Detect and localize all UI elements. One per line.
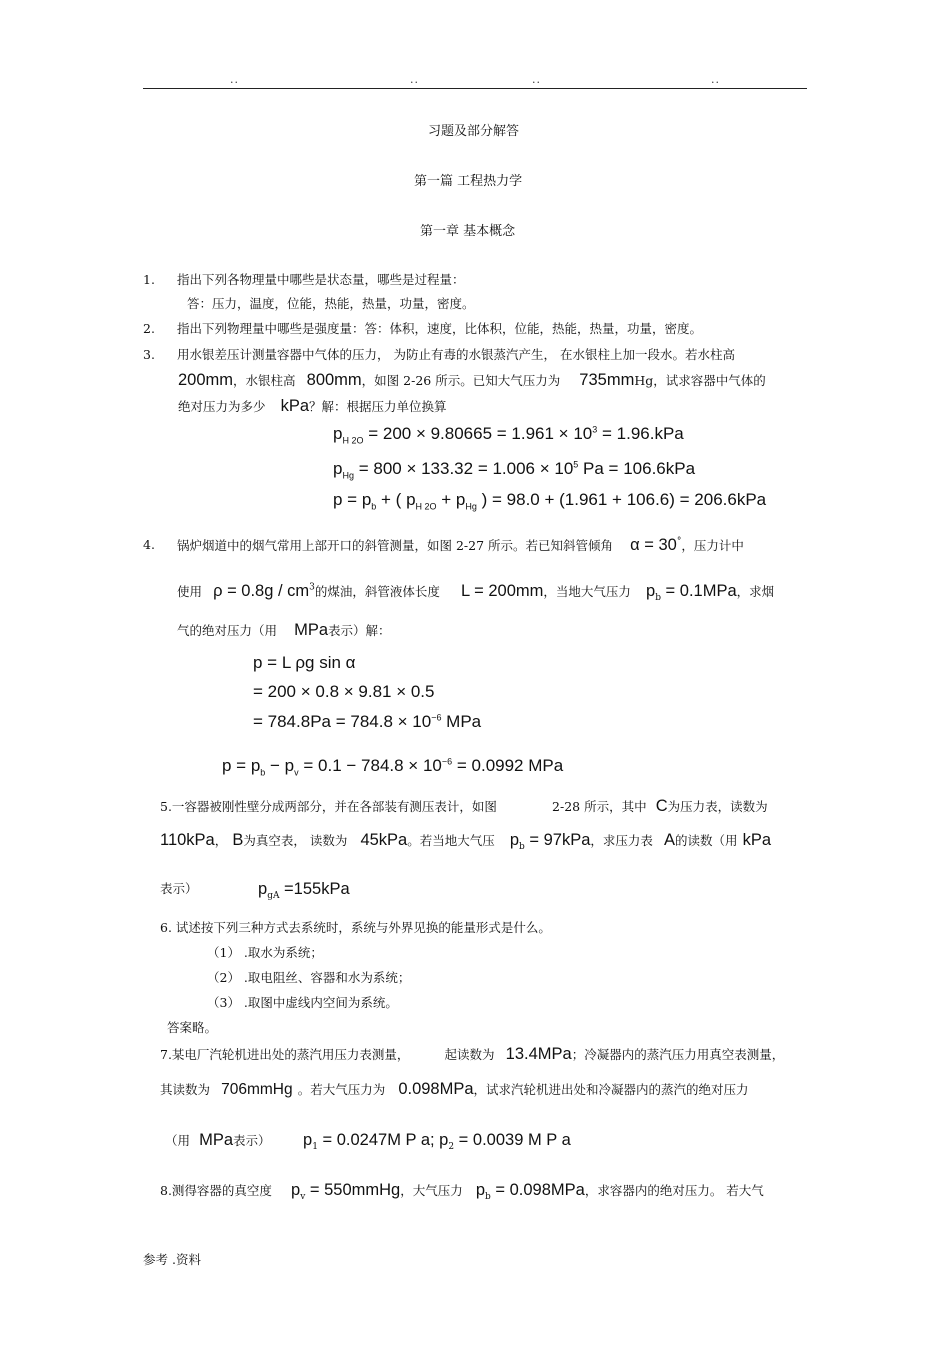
equation-p-h2o: $p_{H 2O} = 200 \times 9.80665 = 1.961 \times 10^3 = 1.96.kPa$ xyxy=(333,424,684,446)
problem-7-line-2: 其读数为 706mmHg 。若大气压力为 0.098MPa，试求汽轮机进出处和冷凝器内的蒸汽的绝对压力 xyxy=(160,1080,749,1098)
header-dots: .. xyxy=(410,73,419,86)
problem-number: 1. xyxy=(143,272,155,287)
problem-5-unit-note: 表示） xyxy=(160,881,198,896)
value: 800mm xyxy=(306,371,362,389)
problem-1-answer: 答：压力，温度，位能，热能，热量，功量，密度。 xyxy=(187,296,475,311)
footer-text: 参考 .资料 xyxy=(143,1252,201,1267)
problem-7-line-1: 7.某电厂汽轮机进出处的蒸汽用压力表测量， 起读数为 13.4MPa；冷凝器内的蒸汽压力用真空表测量， xyxy=(160,1045,785,1063)
part-title: 第一篇 工程热力学 xyxy=(414,174,523,189)
problem-number: 3. xyxy=(143,347,155,362)
text: 绝对压力为多少 xyxy=(178,399,266,414)
text: ？解：根据压力单位换算 xyxy=(309,399,447,414)
equation-p4-2: = 200 × 0.8 × 9.81 × 0.5 xyxy=(253,682,435,701)
main-title: 习题及部分解答 xyxy=(428,124,520,139)
equation-p4-1: p = L ρg sin α xyxy=(253,653,356,672)
problem-2-question: 指出下列物理量中哪些是强度量：答：体积，速度，比体积，位能，热能，热量，功量，密度。 xyxy=(177,321,703,336)
problem-5-line-2: 110kPa， B为真空表， 读数为 45kPa。若当地大气压 $p_b = 97kPa$，求压力表 A的读数（用 kPa xyxy=(160,831,772,853)
problem-4-line-3: 气的绝对压力（用 MPa表示）解： xyxy=(177,621,391,639)
problem-8-line-1: 8.测得容器的真空度 $p_v$ = 550mmHg，大气压力 $p_b = 0.098MPa$，求容器内的绝对压力。 若大气 xyxy=(160,1181,764,1203)
problem-6-item-2: （2） .取电阻丝、容器和水为系统； xyxy=(207,970,411,985)
equation-p-total: $p = p_b$ + ( $p_{H 2O} + p_{Hg}$ ) = 98.0 + (1.961 + 106.6) = 206.6kPa xyxy=(333,490,767,512)
header-rule xyxy=(143,88,807,89)
unit: kPa xyxy=(280,397,310,415)
chapter-title: 第一章 基本概念 xyxy=(420,224,516,239)
equation-p4-4: $p = p_b - p_v = 0.1 - 784.8 \times 10^{-6} = 0.0992$ MPa xyxy=(222,756,564,778)
value: 735mm xyxy=(579,371,635,389)
problem-3-line-3 xyxy=(178,396,447,416)
problem-6-item-1: （1） .取水为系统； xyxy=(207,945,323,960)
problem-3-line-2 xyxy=(178,370,766,390)
problem-number: 4. xyxy=(143,537,155,552)
header-dots: .. xyxy=(532,73,541,86)
problem-5-line-1: 5.一容器被刚性壁分成两部分，并在各部装有测压表计，如图 2-28 所示，其中 C为压力表，读数为 xyxy=(160,797,768,815)
problem-4-line-1: 锅炉烟道中的烟气常用上部开口的斜管测量，如图 2-27 所示。若已知斜管倾角 α = 30°，压力计中 xyxy=(177,536,744,554)
problem-5-answer: $p_{gA} =155kPa$ xyxy=(258,880,350,902)
problem-6-answer: 答案略。 xyxy=(167,1020,218,1035)
problem-7-line-3: （用 MPa表示） xyxy=(165,1131,271,1149)
equation-p4-3: = $784.8Pa = 784.8 \times 10^{-6}$ MPa xyxy=(253,712,482,731)
text: ，如图 2-26 所示。已知大气压力为 xyxy=(361,373,561,388)
text: ，水银柱高 xyxy=(233,373,296,388)
problem-1-question: 指出下列各物理量中哪些是状态量，哪些是过程量： xyxy=(177,272,465,287)
problem-7-answer: $p_1 = 0.0247M$ P a; $p_2 = 0.0039$ M P a xyxy=(303,1131,571,1153)
problem-6-question: 6. 试述按下列三种方式去系统时，系统与外界见换的能量形式是什么。 xyxy=(160,920,551,935)
header-dots: .. xyxy=(230,73,239,86)
problem-number: 2. xyxy=(143,321,155,336)
value: 200mm xyxy=(178,371,234,389)
text: ，试求容器中气体的 xyxy=(653,373,766,388)
problem-6-item-3: （3） .取图中虚线内空间为系统。 xyxy=(207,995,398,1010)
header-dots: .. xyxy=(711,73,720,86)
equation-p-hg: $p_{Hg} = 800 \times 133.32 = 1.006 \times 10^5$ Pa = 106.6kPa xyxy=(333,459,696,481)
unit: Hg xyxy=(634,373,654,388)
problem-3-line-1: 用水银差压计测量容器中气体的压力， 为防止有毒的水银蒸汽产生， 在水银柱上加一段水。若水柱高 xyxy=(177,347,735,362)
problem-4-line-2: 使用 $\rho = 0.8g / cm^3$的煤油，斜管液体长度 L = 200mm，当地大气压力 $p_b = 0.1MPa$，求烟 xyxy=(177,582,775,604)
